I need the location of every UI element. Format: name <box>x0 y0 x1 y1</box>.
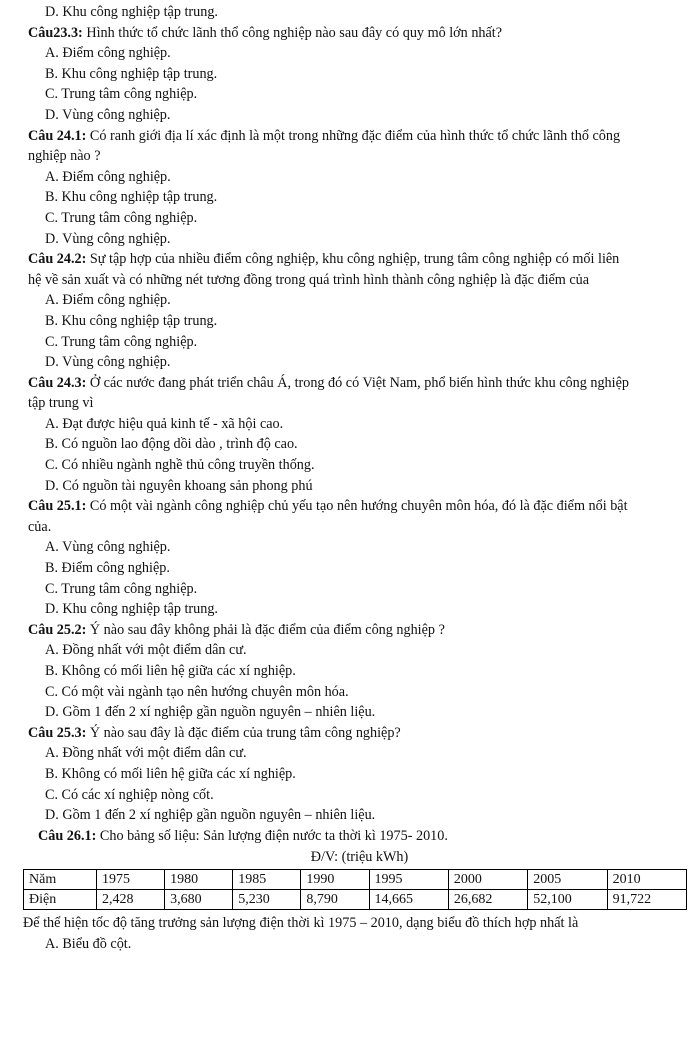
question-text: Sự tập hợp của nhiều điểm công nghiệp, khu công nghiệp, trung tâm công nghiệp có mối liên <box>86 251 620 268</box>
table-cell: 1980 <box>165 869 233 889</box>
question-number: Câu 25.3: <box>28 724 87 741</box>
option-line: D. Khu công nghiệp tập trung. <box>45 601 218 618</box>
table-cell: 91,722 <box>607 889 686 909</box>
question-heading <box>23 373 686 394</box>
option-line: A. Điểm công nghiệp. <box>45 45 171 62</box>
option-line: D. Vùng công nghiệp. <box>45 106 171 123</box>
option-line: A. Đồng nhất với một điểm dân cư. <box>45 745 247 762</box>
table-cell: 26,682 <box>448 889 527 909</box>
option-line: D. Gồm 1 đến 2 xí nghiệp gần nguồn nguyên – nhiên liệu. <box>45 704 376 721</box>
question-number: Câu 25.1: <box>28 498 87 515</box>
table-cell: Điện <box>24 889 97 909</box>
option-line: B. Có nguồn lao động dồi dào , trình độ cao. <box>45 436 298 453</box>
question-text: Cho bảng số liệu: Sản lượng điện nước ta thời kì 1975- 2010. <box>96 827 448 844</box>
question-26-note: Để thể hiện tốc độ tăng trưởng sản lượng điện thời kì 1975 – 2010, dạng biểu đồ thích hợp nhất là <box>23 914 579 931</box>
option-line: C. Có các xí nghiệp nòng cốt. <box>45 786 214 803</box>
question-number: Câu23.3: <box>28 24 83 41</box>
option-line: A. Đồng nhất với một điểm dân cư. <box>45 642 247 659</box>
table-unit: Đ/V: (triệu kWh) <box>310 849 409 866</box>
option-line: C. Trung tâm công nghiệp. <box>45 86 198 103</box>
option-line: C. Có một vài ngành tạo nên hướng chuyên môn hóa. <box>45 683 349 700</box>
question-heading <box>23 496 686 517</box>
table-cell: 1975 <box>97 869 165 889</box>
option-line: B. Điểm công nghiệp. <box>45 560 170 577</box>
question-heading <box>23 23 686 44</box>
option-line: B. Không có mối liên hệ giữa các xí nghiệp. <box>45 765 296 782</box>
question-text: Ý nào sau đây là đặc điểm của trung tâm công nghiệp? <box>86 724 401 741</box>
option-line: B. Không có mối liên hệ giữa các xí nghiệp. <box>45 663 296 679</box>
question-number: Câu 25.2: <box>28 621 87 638</box>
question-text: Ý nào sau đây không phải là đặc điểm của điểm công nghiệp ? <box>86 621 445 638</box>
question-number: Câu 24.1: <box>28 127 87 144</box>
table-cell: 1985 <box>233 869 301 889</box>
table-cell: 2005 <box>528 869 607 889</box>
question-text-continued: nghiệp nào ? <box>28 148 101 165</box>
option-line: A. Biểu đồ cột. <box>45 935 132 952</box>
option-line: A. Điểm công nghiệp. <box>45 168 171 185</box>
question-heading <box>23 620 686 641</box>
option-line: D. Gồm 1 đến 2 xí nghiệp gần nguồn nguyên – nhiên liệu. <box>45 807 376 824</box>
question-heading <box>23 723 686 744</box>
question-list <box>23 23 686 826</box>
option-line: C. Trung tâm công nghiệp. <box>45 580 198 597</box>
option-line: B. Khu công nghiệp tập trung. <box>45 312 218 329</box>
table-cell: Năm <box>24 869 97 889</box>
question-26-1 <box>23 826 686 847</box>
table-cell: 14,665 <box>369 889 448 909</box>
option-line: D. Vùng công nghiệp. <box>45 230 171 247</box>
table-cell: 2,428 <box>97 889 165 909</box>
table-cell: 2010 <box>607 869 686 889</box>
question-text: Hình thức tổ chức lãnh thổ công nghiệp nào sau đây có quy mô lớn nhất? <box>82 24 503 41</box>
question-number: Câu 26.1: <box>38 827 97 844</box>
option-line: B. Khu công nghiệp tập trung. <box>45 189 218 206</box>
question-text-continued: tập trung vì <box>28 395 94 412</box>
question-heading <box>23 249 686 270</box>
table-cell: 5,230 <box>233 889 301 909</box>
option-line: A. Đạt được hiệu quả kinh tế - xã hội cao. <box>45 415 284 432</box>
question-number: Câu 24.2: <box>28 251 87 268</box>
option-line: D. Khu công nghiệp tập trung. <box>45 4 218 20</box>
option-line: C. Có nhiều ngành nghề thủ công truyền thống. <box>45 457 315 474</box>
table-cell: 3,680 <box>165 889 233 909</box>
table-cell: 1995 <box>369 869 448 889</box>
question-number: Câu 24.3: <box>28 374 87 391</box>
table-cell: 52,100 <box>528 889 607 909</box>
question-heading <box>23 126 686 147</box>
option-line: C. Trung tâm công nghiệp. <box>45 333 198 350</box>
option-line: D. Vùng công nghiệp. <box>45 354 171 371</box>
question-text-continued: hệ về sản xuất và có những nét tương đồng trong quá trình hình thành công nghiệp là đặc điểm của <box>28 271 590 288</box>
question-text: Ở các nước đang phát triển châu Á, trong đó có Việt Nam, phổ biến hình thức khu công nghiệp <box>86 374 629 391</box>
question-text-continued: của. <box>28 518 52 535</box>
option-line: A. Điểm công nghiệp. <box>45 292 171 309</box>
table-cell: 2000 <box>448 869 527 889</box>
question-text: Có ranh giới địa lí xác định là một trong những đặc điểm của hình thức tổ chức lãnh thổ công <box>86 127 621 144</box>
question-text: Có một vài ngành công nghiệp chủ yếu tạo nên hướng chuyên môn hóa, đó là đặc điểm nổi bật <box>86 498 628 515</box>
option-line: A. Vùng công nghiệp. <box>45 539 171 556</box>
table-header-row <box>24 869 687 889</box>
option-line: B. Khu công nghiệp tập trung. <box>45 65 218 82</box>
table-row <box>24 889 687 909</box>
option-line: D. Có nguồn tài nguyên khoang sản phong phú <box>45 477 313 494</box>
table-cell: 1990 <box>301 869 369 889</box>
electricity-table <box>23 869 687 910</box>
option-line: C. Trung tâm công nghiệp. <box>45 209 198 226</box>
table-cell: 8,790 <box>301 889 369 909</box>
